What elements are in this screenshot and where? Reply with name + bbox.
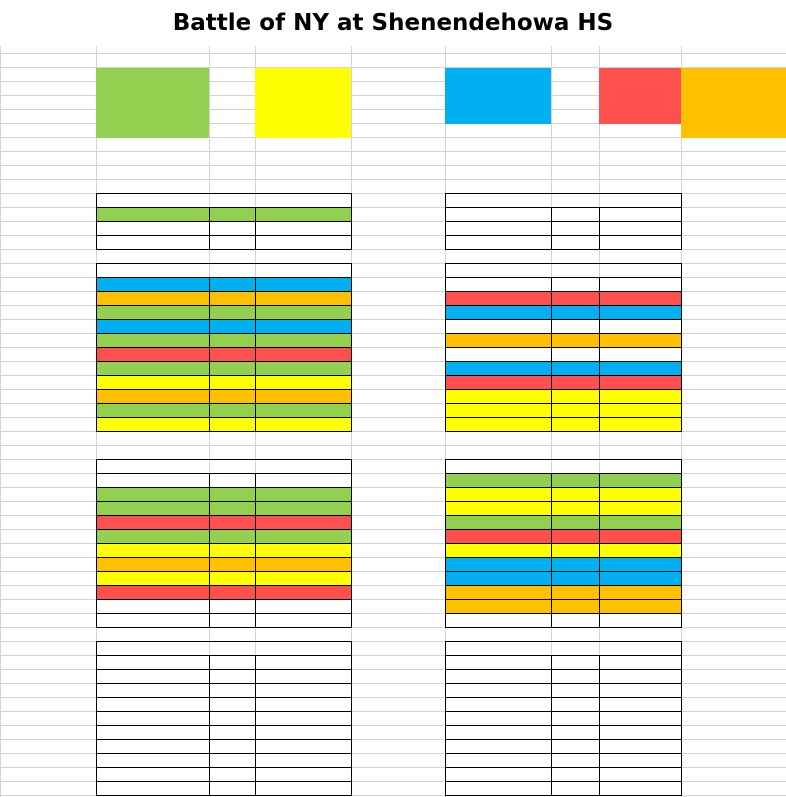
pool-header-yellow xyxy=(255,53,351,67)
schedule-divider xyxy=(255,473,256,628)
schedule-row-line xyxy=(445,599,682,600)
schedule-row-line xyxy=(96,711,352,712)
pool-team-cell xyxy=(681,68,786,82)
schedule-row-line xyxy=(96,277,352,278)
pool-team-cell xyxy=(96,82,209,96)
schedule-row-line xyxy=(96,319,352,320)
schedule-row-line xyxy=(445,235,682,236)
schedule-row-line xyxy=(445,305,682,306)
schedule-row-line xyxy=(96,473,352,474)
schedule-row-line xyxy=(96,221,352,222)
schedule-row-line xyxy=(445,291,682,292)
schedule-row-line xyxy=(96,347,352,348)
pool-team-cell xyxy=(681,110,786,124)
schedule-border xyxy=(445,641,682,796)
pool-team-cell xyxy=(96,96,209,110)
schedule-row-line xyxy=(96,529,352,530)
pool-team-cell xyxy=(445,110,551,124)
schedule-row-line xyxy=(445,585,682,586)
schedule-row-line xyxy=(445,557,682,558)
pool-header-orange xyxy=(681,53,786,67)
schedule-row-line xyxy=(96,375,352,376)
pool-team-cell xyxy=(96,124,209,138)
schedule-divider xyxy=(551,473,552,628)
pool-header-green xyxy=(96,53,209,67)
schedule-divider xyxy=(599,277,600,432)
schedule-row-line xyxy=(445,375,682,376)
pool-team-cell xyxy=(681,124,786,138)
schedule-row-line xyxy=(96,697,352,698)
schedule-row-line xyxy=(445,683,682,684)
schedule-row-line xyxy=(445,487,682,488)
pool-team-cell xyxy=(599,110,681,124)
schedule-row-line xyxy=(445,543,682,544)
schedule-divider xyxy=(209,207,210,250)
pool-team-cell xyxy=(681,82,786,96)
schedule-row-line xyxy=(96,417,352,418)
schedule-row-line xyxy=(445,319,682,320)
pool-team-cell xyxy=(445,82,551,96)
schedule-row-line xyxy=(445,501,682,502)
schedule-border xyxy=(96,641,352,796)
grid-row-line xyxy=(0,445,786,446)
pool-team-cell xyxy=(681,96,786,110)
schedule-divider xyxy=(551,207,552,250)
grid-row-line xyxy=(0,151,786,152)
pool-header-red xyxy=(599,53,681,67)
pool-team-cell xyxy=(96,110,209,124)
schedule-row-line xyxy=(96,557,352,558)
schedule-row-line xyxy=(445,571,682,572)
schedule-row-line xyxy=(445,781,682,782)
pool-team-cell xyxy=(255,96,351,110)
schedule-row-line xyxy=(445,403,682,404)
schedule-row-line xyxy=(96,305,352,306)
schedule-row-line xyxy=(96,753,352,754)
schedule-row-line xyxy=(96,585,352,586)
schedule-row-line xyxy=(445,529,682,530)
schedule-row-line xyxy=(96,501,352,502)
pool-team-cell xyxy=(445,68,551,82)
schedule-row-line xyxy=(96,655,352,656)
schedule-row-line xyxy=(96,669,352,670)
pool-team-cell xyxy=(255,124,351,138)
schedule-divider xyxy=(209,473,210,628)
schedule-row-line xyxy=(445,725,682,726)
pool-team-cell xyxy=(255,68,351,82)
schedule-row-line xyxy=(96,207,352,208)
schedule-row-line xyxy=(96,403,352,404)
schedule-row-line xyxy=(445,221,682,222)
schedule-row-line xyxy=(96,683,352,684)
schedule-divider xyxy=(255,207,256,250)
schedule-row-line xyxy=(96,291,352,292)
pool-team-cell xyxy=(599,68,681,82)
schedule-row-line xyxy=(96,235,352,236)
schedule-row-line xyxy=(445,333,682,334)
schedule-divider xyxy=(599,207,600,250)
schedule-row-line xyxy=(445,711,682,712)
schedule-row-line xyxy=(445,515,682,516)
schedule-row-line xyxy=(445,347,682,348)
page-title: Battle of NY at Shenendehowa HS xyxy=(172,10,614,36)
schedule-row-line xyxy=(445,767,682,768)
pool-team-cell xyxy=(255,110,351,124)
schedule-row-line xyxy=(445,417,682,418)
schedule-row-line xyxy=(96,543,352,544)
schedule-row-line xyxy=(445,361,682,362)
pool-team-cell xyxy=(599,82,681,96)
schedule-row-line xyxy=(445,753,682,754)
pool-team-cell xyxy=(255,82,351,96)
pool-team-cell xyxy=(599,96,681,110)
schedule-row-line xyxy=(445,655,682,656)
schedule-row-line xyxy=(96,599,352,600)
schedule-row-line xyxy=(96,781,352,782)
schedule-row-line xyxy=(96,515,352,516)
schedule-row-line xyxy=(445,389,682,390)
schedule-row-line xyxy=(96,571,352,572)
schedule-row-line xyxy=(445,277,682,278)
schedule-divider xyxy=(551,277,552,432)
schedule-row-line xyxy=(96,725,352,726)
schedule-row-line xyxy=(96,333,352,334)
schedule-divider xyxy=(209,277,210,432)
schedule-row-line xyxy=(445,739,682,740)
schedule-row-line xyxy=(445,697,682,698)
schedule-row-line xyxy=(96,361,352,362)
schedule-divider xyxy=(255,277,256,432)
pool-header-blue xyxy=(445,53,551,67)
schedule-row-line xyxy=(96,739,352,740)
pool-team-cell xyxy=(96,68,209,82)
schedule-row-line xyxy=(445,613,682,614)
grid-row-line xyxy=(0,165,786,166)
schedule-row-line xyxy=(96,613,352,614)
schedule-row-line xyxy=(96,487,352,488)
schedule-row-line xyxy=(445,473,682,474)
schedule-row-line xyxy=(96,389,352,390)
schedule-row-line xyxy=(445,669,682,670)
schedule-row-line xyxy=(445,207,682,208)
schedule-row-line xyxy=(96,767,352,768)
schedule-divider xyxy=(599,473,600,628)
pool-team-cell xyxy=(445,96,551,110)
grid-row-line xyxy=(0,179,786,180)
